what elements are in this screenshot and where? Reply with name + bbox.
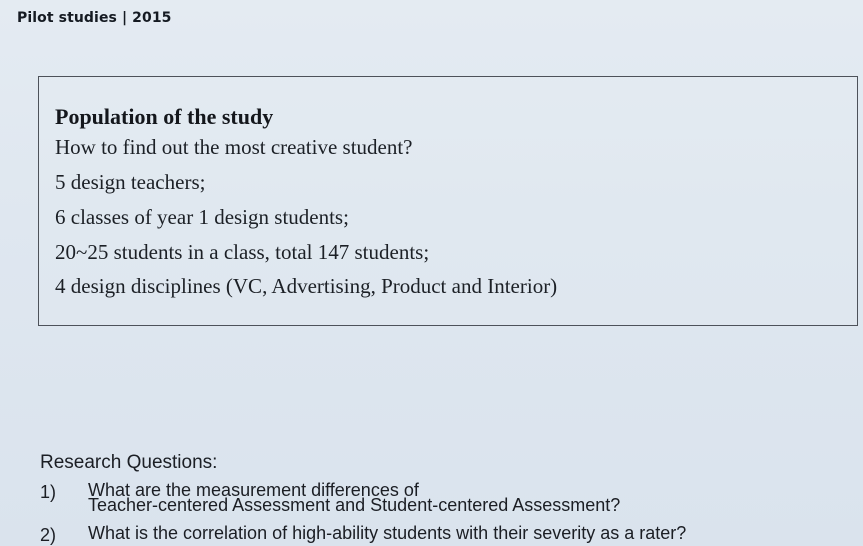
research-question-text-line1: What is the correlation of high-ability students with their severity as a rater? [88, 523, 687, 543]
research-question-text-line1: What are the measurement differences of [88, 480, 419, 500]
study-line-question: How to find out the most creative student? [55, 135, 413, 159]
study-line-teachers: 5 design teachers; [55, 170, 206, 194]
study-population-box [38, 76, 858, 326]
research-question-number: 1) [40, 482, 57, 502]
study-box-heading: Population of the study [55, 104, 274, 129]
research-question-text-line2: Teacher-centered Assessment and Student-centered Assessment? [88, 495, 621, 515]
study-line-students: 20~25 students in a class, total 147 students; [55, 240, 430, 264]
study-line-classes: 6 classes of year 1 design students; [55, 205, 349, 229]
page-header-title: Pilot studies | 2015 [17, 10, 172, 26]
research-question-number: 2) [40, 525, 57, 545]
study-line-disciplines: 4 design disciplines (VC, Advertising, Product and Interior) [55, 274, 558, 298]
research-questions-heading: Research Questions: [40, 452, 218, 473]
